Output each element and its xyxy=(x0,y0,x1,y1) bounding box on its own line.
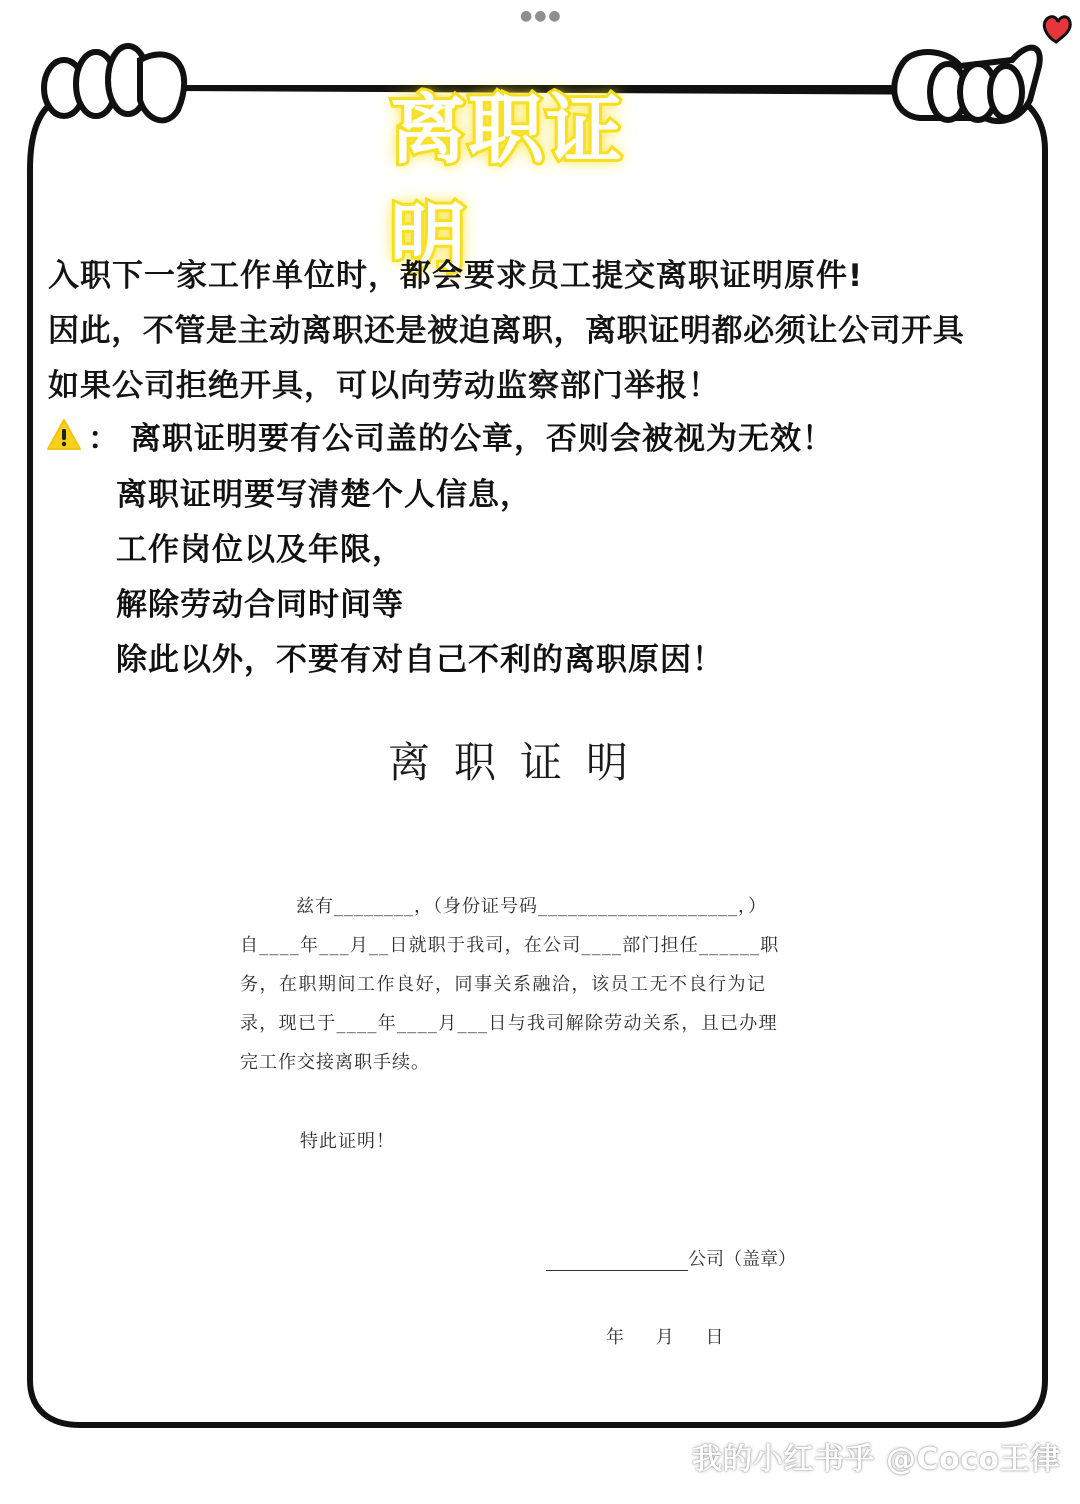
certificate-title: 离职证明 xyxy=(388,738,653,787)
certificate-line-5: 完工作交接离职手续。 xyxy=(240,1052,430,1073)
tip-line-2: 因此，不管是主动离职还是被迫离职，离职证明都必须让公司开具 xyxy=(48,313,965,349)
tip-line-3: 如果公司拒绝开具，可以向劳动监察部门举报！ xyxy=(48,368,720,404)
heart-icon xyxy=(1044,17,1070,42)
signature-blank xyxy=(546,1244,688,1271)
sub-tip-4: 除此以外，不要有对自己不利的离职原因！ xyxy=(116,642,724,678)
certificate-line-1: 兹有________，（身份证号码____________________，） xyxy=(296,896,767,917)
sub-tip-1: 离职证明要写清楚个人信息， xyxy=(116,477,532,513)
left-fist-decoration xyxy=(44,46,184,120)
certificate-line-2: 自____年___月__日就职于我司，在公司____部门担任______职 xyxy=(240,935,780,956)
warning-colon: ： xyxy=(88,420,120,457)
sub-tip-2: 工作岗位以及年限， xyxy=(116,532,404,568)
watermark-text: 我的小红书乎 @Coco王律 xyxy=(692,1442,1061,1477)
tip-line-1: 入职下一家工作单位时，都会要求员工提交离职证明原件! xyxy=(48,258,864,294)
warning-icon xyxy=(46,418,82,452)
signature-label: 公司（盖章） xyxy=(688,1249,796,1270)
right-thumbs-up-decoration xyxy=(894,48,1039,121)
date-line: 年 月 日 xyxy=(606,1327,724,1348)
sub-tip-3: 解除劳动合同时间等 xyxy=(116,587,404,623)
certificate-line-3: 务，在职期间工作良好，同事关系融洽，该员工无不良行为记 xyxy=(240,974,767,995)
poster-title: 离职证明 xyxy=(390,84,624,283)
certificate-closing: 特此证明！ xyxy=(300,1131,395,1152)
warning-text: 离职证明要有公司盖的公章，否则会被视为无效！ xyxy=(130,420,834,457)
warning-row xyxy=(46,414,834,456)
more-dots-icon[interactable]: ●●● xyxy=(520,8,563,24)
certificate-line-4: 录，现已于____年____月___日与我司解除劳动关系，且已办理 xyxy=(240,1013,778,1034)
signature-row xyxy=(546,1244,796,1271)
